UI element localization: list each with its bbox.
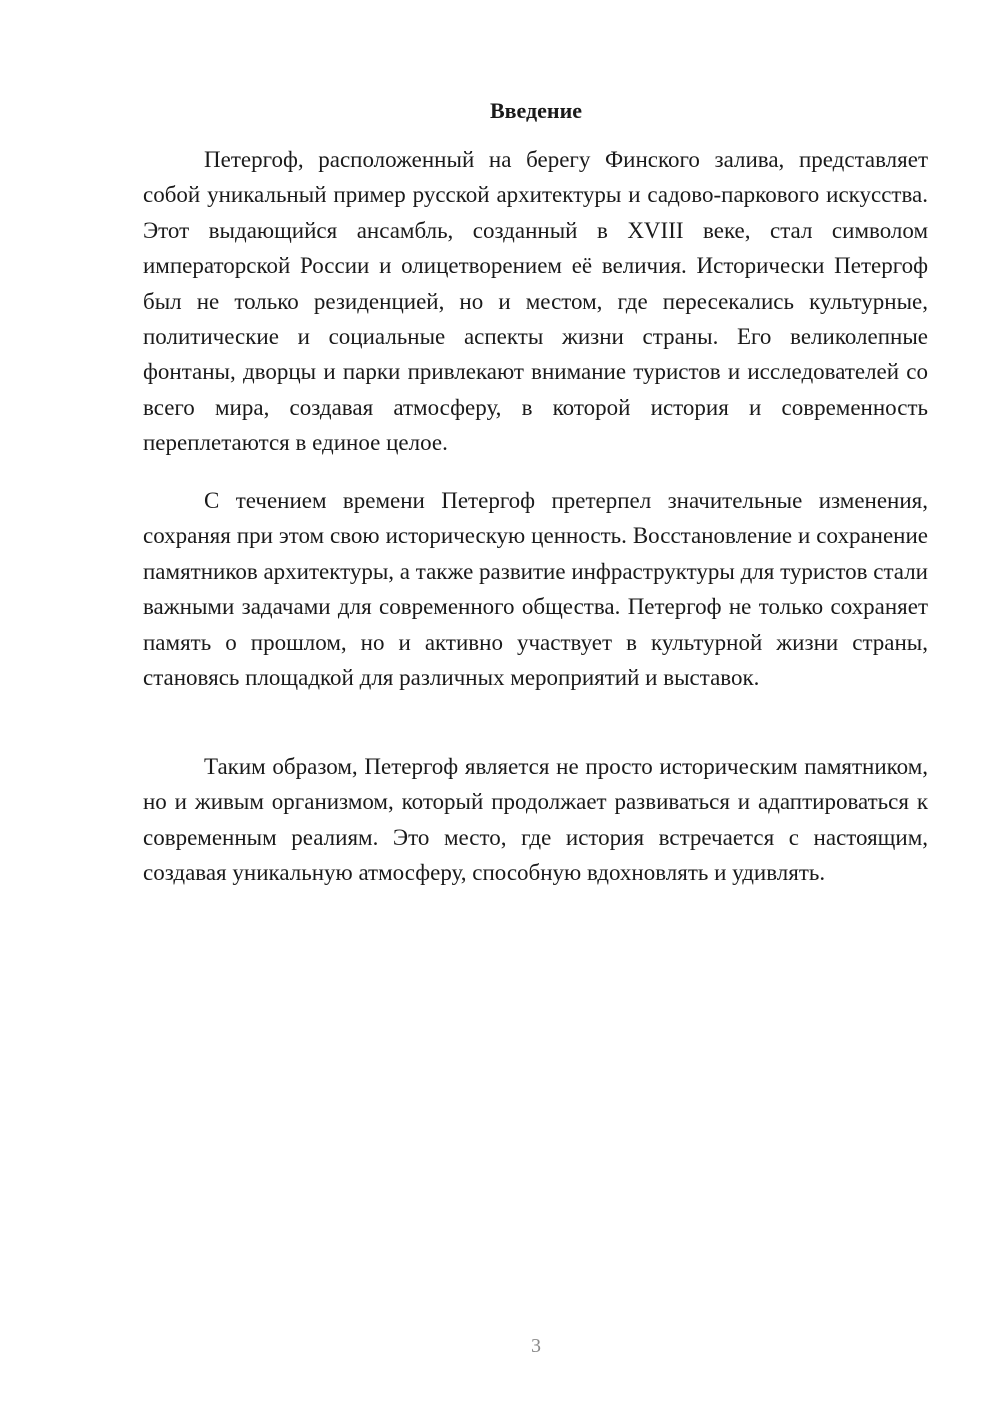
body-paragraph-3: Таким образом, Петергоф является не просто историческим памятником, но и живым организмом, который продолжает развиваться и адаптироваться к современным реалиям. Это место, где история встречается с настоящим, создавая уникальную атмосферу, способную вдохновлять и удивлять. [143,754,928,886]
body-paragraph-1: Петергоф, расположенный на берегу Финского залива, представляет собой уникальный пример русской архитектуры и садово-паркового искусства. Этот выдающийся ансамбль, созданный в XVIII веке, стал символом императорской России и олицетворением её величия. Исторически Петергоф был не только резиденцией, но и местом, где пересекались культурные, политические и социальные аспекты жизни страны. Его великолепные фонтаны, дворцы и парки привлекают внимание туристов и исследователей со всего мира, создавая атмосферу, в которой история и современность переплетаются в единое целое. [143,147,928,456]
page-number: 3 [531,1335,541,1357]
section-title: Введение [489,98,583,123]
body-paragraph-2: С течением времени Петергоф претерпел значительные изменения, сохраняя при этом свою историческую ценность. Восстановление и сохранение памятников архитектуры, а также развитие инфраструктуры для туристов стали важными задачами для современного общества. Петергоф не только сохраняет память о прошлом, но и активно участвует в культурной жизни страны, становясь площадкой для различных мероприятий и выставок. [143,488,928,691]
